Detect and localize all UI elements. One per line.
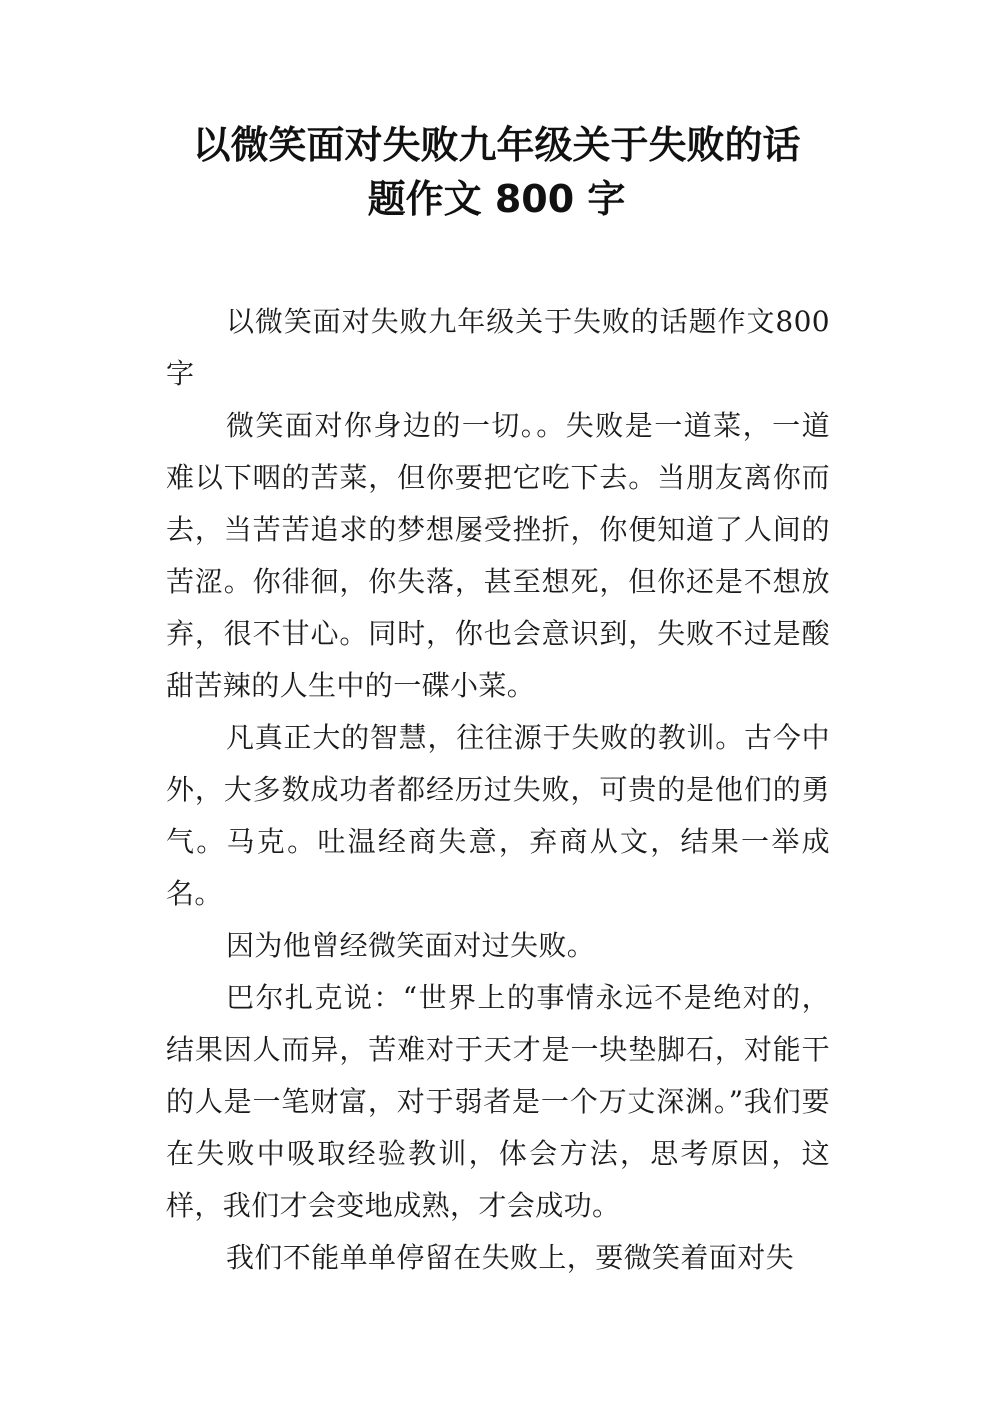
title-line-1: 以微笑面对失败九年级关于失败的话	[192, 123, 801, 167]
paragraph-5: 我们不能单单停留在失败上，要微笑着面对失	[226, 1241, 795, 1274]
document-body	[166, 296, 830, 1284]
paragraph-2: 凡真正大的智慧，往往源于失败的教训。古今中外，大多数成功者都经历过失败，可贵的是他们的勇气。马克。吐温经商失意，弃商从文，结果一举成名。	[166, 721, 830, 910]
paragraph-3: 因为他曾经微笑面对过失败。	[226, 929, 596, 962]
document-title	[120, 118, 873, 226]
paragraph-1: 微笑面对你身边的一切。。失败是一道菜，一道难以下咽的苦菜，但你要把它吃下去。当朋友离你而去，当苦苦追求的梦想屡受挫折，你便知道了人间的苦涩。你徘徊，你失落，甚至想死，但你还是不想放弃，很不甘心。同时，你也会意识到，失败不过是酸甜苦辣的人生中的一碟小菜。	[166, 409, 830, 702]
paragraph-heading: 以微笑面对失败九年级关于失败的话题作文800 字	[166, 305, 830, 390]
title-line-2: 题作文 800 字	[367, 177, 626, 221]
paragraph-4: 巴尔扎克说：“世界上的事情永远不是绝对的，结果因人而异，苦难对于天才是一块垫脚石，对能干的人是一笔财富，对于弱者是一个万丈深渊。”我们要在失败中吸取经验教训，体会方法，思考原因，这样，我们才会变地成熟，才会成功。	[166, 981, 830, 1222]
